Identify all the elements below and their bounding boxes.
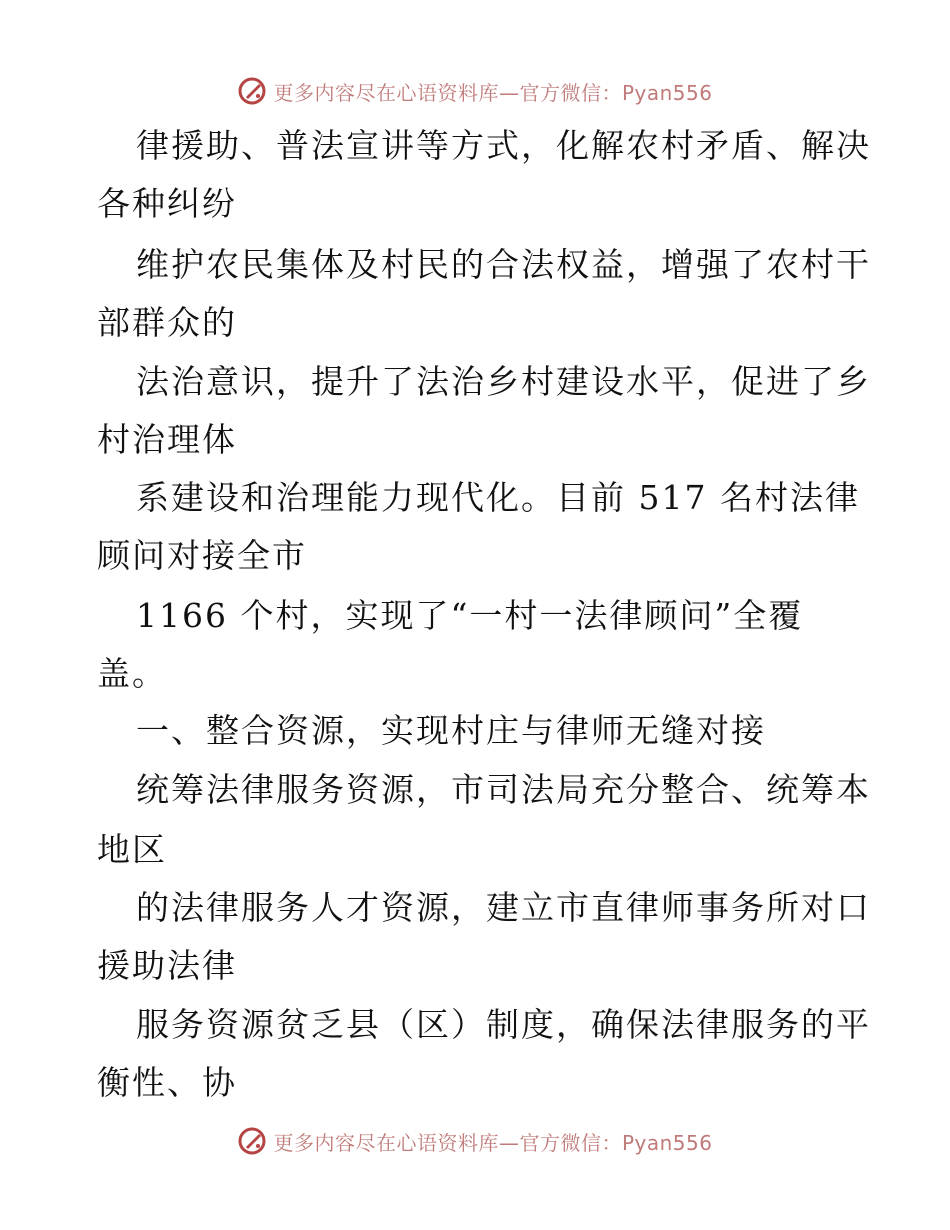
body-line: 律援助、普法宣讲等方式，化解农村矛盾、解决 (136, 126, 871, 165)
body-line: 服务资源贫乏县（区）制度，确保法律服务的平 (136, 1005, 871, 1044)
body-line: 维护农民集体及村民的合法权益，增强了农村干 (136, 245, 871, 284)
footer-watermark-text: 更多内容尽在心语资料库—官方微信：Pyan556 (273, 1130, 713, 1155)
body-line: 法治意识，提升了法治乡村建设水平，促进了乡 (136, 362, 871, 401)
footer-watermark (0, 1121, 950, 1161)
body-line: 各种纠纷 (97, 184, 237, 223)
quill-pen-logo-icon (237, 76, 267, 106)
body-line: 地区 (97, 830, 167, 869)
body-line: 系建设和治理能力现代化。目前 517 名村法律 (136, 478, 860, 517)
body-line: 顾问对接全市 (97, 536, 307, 575)
body-line: 盖。 (97, 654, 167, 693)
body-line: 统筹法律服务资源，市司法局充分整合、统筹本 (136, 770, 871, 809)
body-line: 村治理体 (97, 420, 237, 459)
body-line: 的法律服务人才资源，建立市直律师事务所对口 (136, 888, 871, 927)
body-line: 衡性、协 (97, 1063, 237, 1102)
section-heading: 一、整合资源，实现村庄与律师无缝对接 (136, 711, 766, 750)
header-watermark (0, 71, 950, 111)
body-line: 援助法律 (97, 946, 237, 985)
header-watermark-text: 更多内容尽在心语资料库—官方微信：Pyan556 (273, 80, 713, 105)
body-line: 1166 个村，实现了“一村一法律顾问”全覆 (136, 596, 804, 635)
body-line: 部群众的 (97, 303, 237, 342)
quill-pen-logo-icon (237, 1126, 267, 1156)
